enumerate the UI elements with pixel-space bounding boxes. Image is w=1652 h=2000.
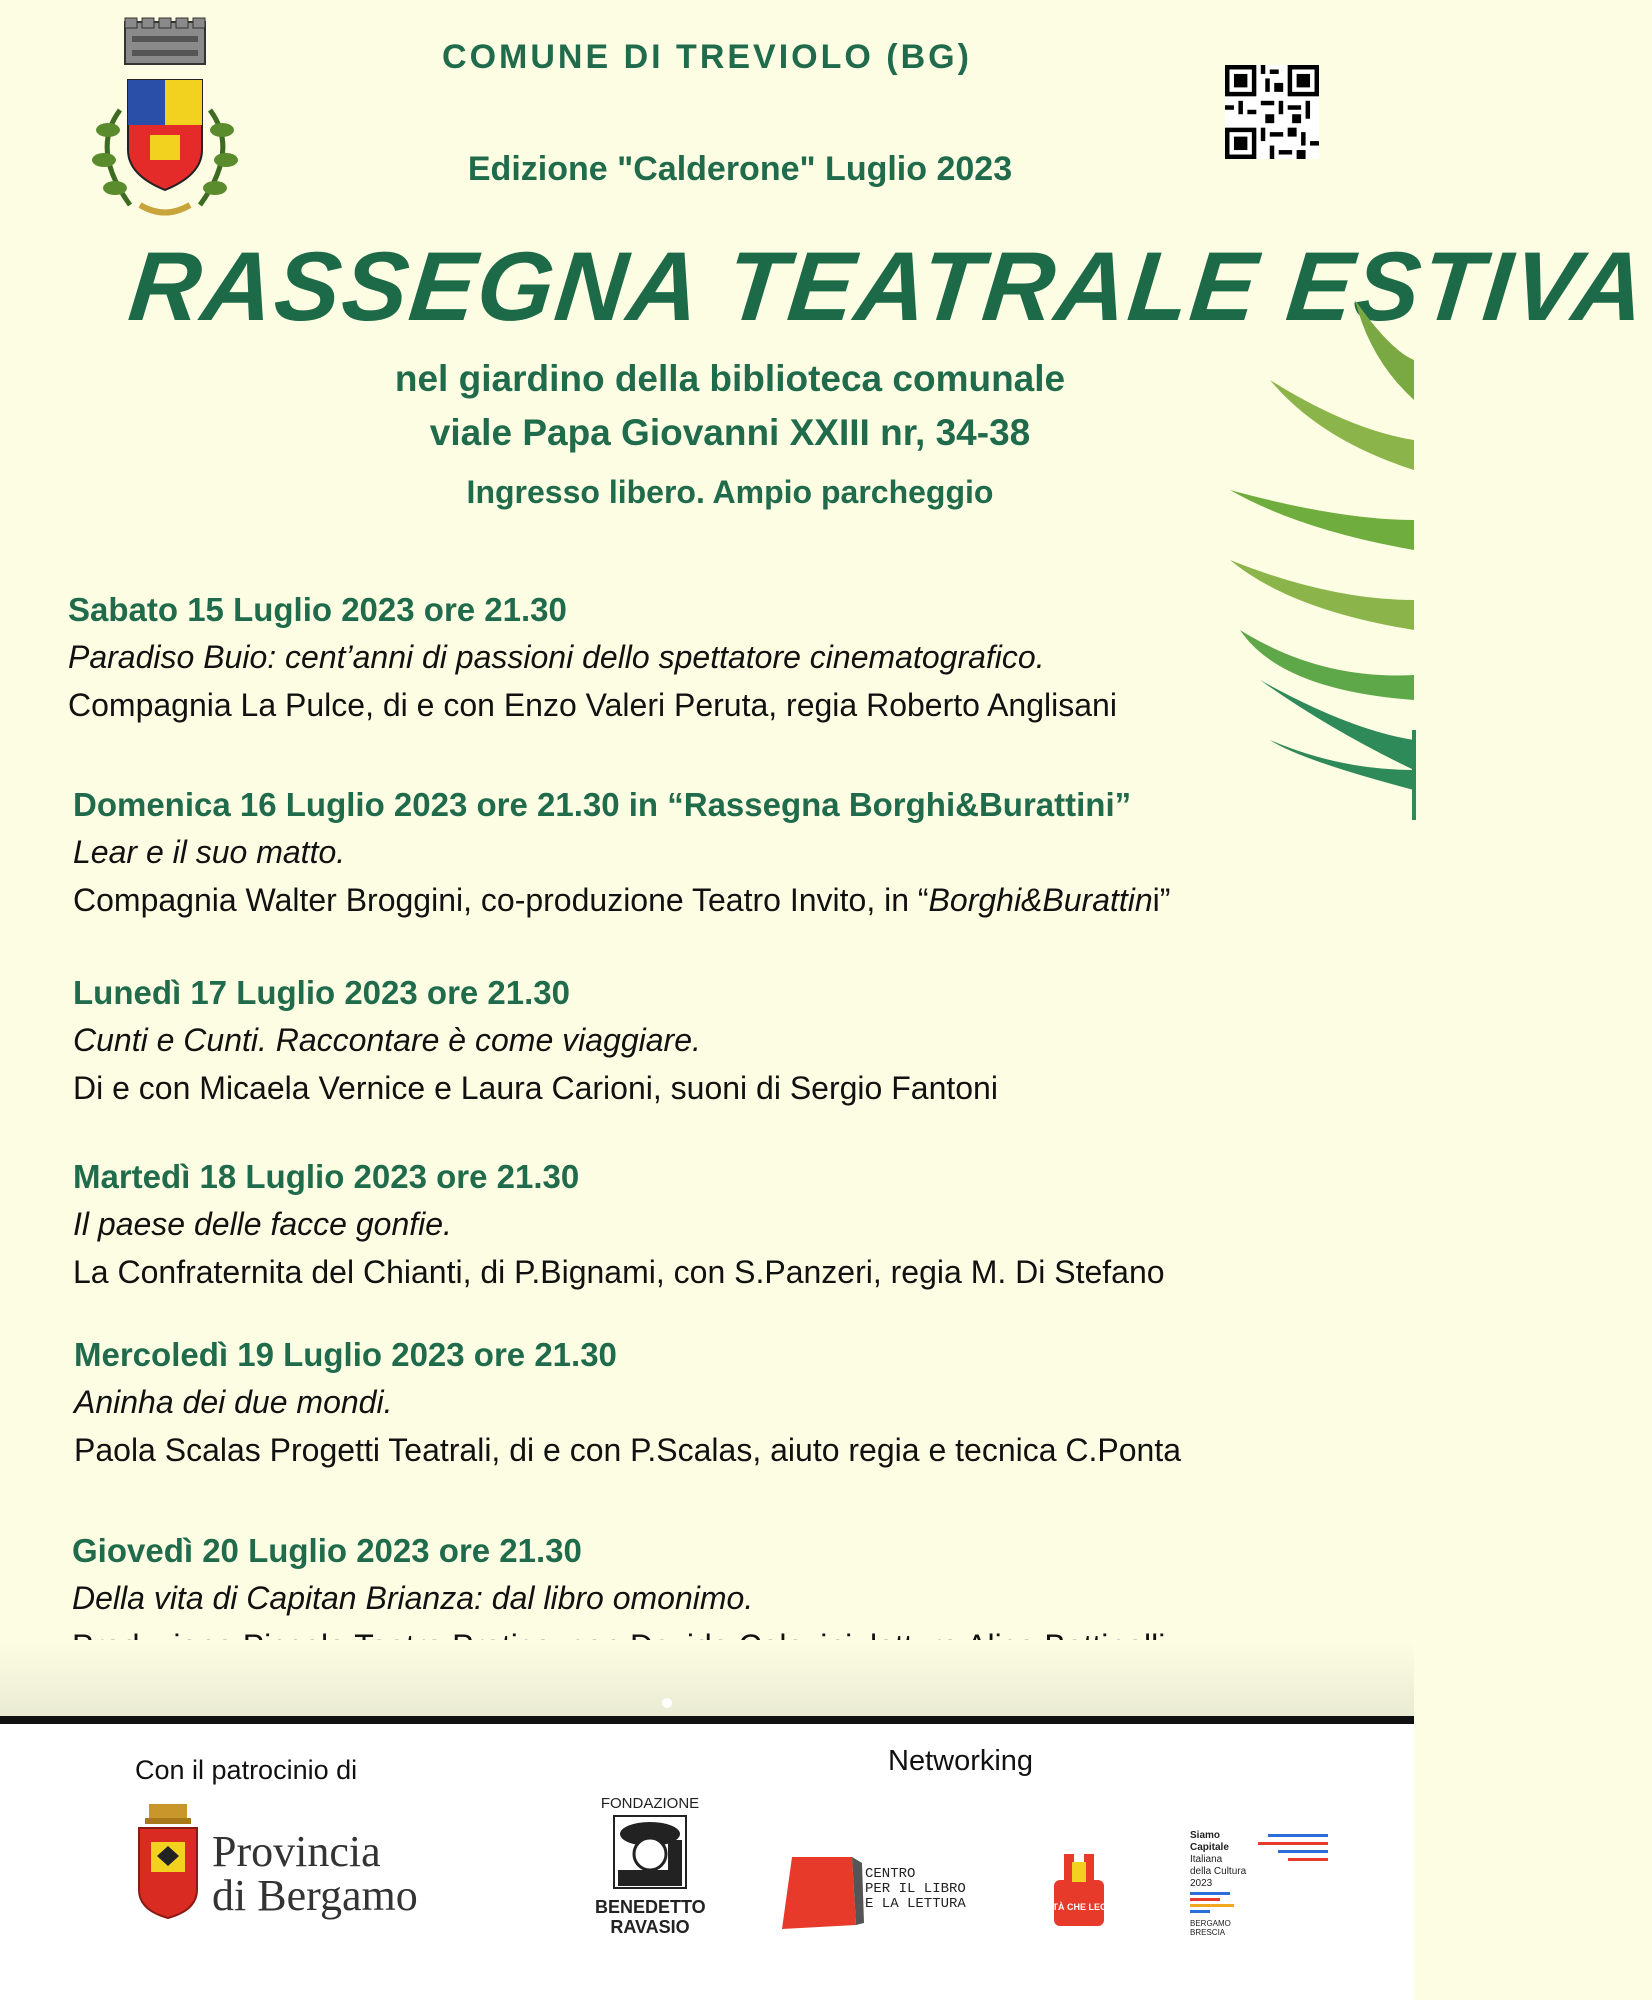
event-credits: Di e con Micaela Vernice e Laura Carioni, suoni di Sergio Fantoni xyxy=(73,1070,998,1106)
capitale-top-stripes-icon xyxy=(1258,1834,1330,1864)
palm-leaves-decoration xyxy=(1180,300,1414,820)
event-date: Sabato 15 Luglio 2023 ore 21.30 xyxy=(68,591,567,628)
provincia-line-1: Provincia xyxy=(212,1827,381,1876)
event-credits: Paola Scalas Progetti Teatrali, di e con P.Scalas, aiuto regia e tecnica C.Ponta xyxy=(74,1432,1182,1468)
event-date: Domenica 16 Luglio 2023 ore 21.30 in “Rassegna Borghi&Burattini” xyxy=(73,786,1132,823)
cepell-line-1: CENTRO xyxy=(865,1866,916,1882)
event-title: Lear e il suo matto. xyxy=(73,834,346,870)
page-indicator-dot[interactable] xyxy=(662,1698,672,1708)
event-item xyxy=(73,782,1373,924)
provincia-bergamo-shield-icon xyxy=(135,1800,201,1920)
capitale-line-3: Italiana xyxy=(1190,1854,1223,1865)
event-item xyxy=(73,1154,1373,1296)
capitale-line-1: Siamo xyxy=(1190,1830,1221,1841)
venue-line-1: nel giardino della biblioteca comunale xyxy=(394,358,1066,399)
event-date: Mercoledì 19 Luglio 2023 ore 21.30 xyxy=(74,1336,617,1373)
citta-label: CITTÀ CHE LEGGE xyxy=(1037,1902,1121,1912)
capitale-city-2: BRESCIA xyxy=(1190,1928,1226,1937)
bottom-fade xyxy=(0,1640,1414,1720)
event-item xyxy=(73,970,1373,1112)
networking-label: Networking xyxy=(888,1745,1034,1777)
citta-che-legge-logo xyxy=(1037,1852,1121,1932)
event-title: Della vita di Capitan Brianza: dal libro omonimo. xyxy=(72,1580,754,1616)
event-credits-italic: Borghi&Burattin xyxy=(928,882,1153,918)
cepell-line-2: PER IL LIBRO xyxy=(865,1881,966,1897)
fondazione-portrait-icon xyxy=(610,1812,690,1892)
event-title: Aninha dei due mondi. xyxy=(74,1384,393,1420)
venue-line-3: Ingresso libero. Ampio parcheggio xyxy=(466,474,994,510)
event-credits: Compagnia La Pulce, di e con Enzo Valeri Peruta, regia Roberto Anglisani xyxy=(68,687,1117,723)
capitale-line-5: 2023 xyxy=(1190,1878,1213,1889)
fondazione-name-1: BENEDETTO xyxy=(595,1897,706,1917)
event-title: Paradiso Buio: cent’anni di passioni dello spettatore cinematografico. xyxy=(68,639,1045,675)
edition-subtitle: Edizione "Calderone" Luglio 2023 xyxy=(467,150,1013,188)
patronage-label: Con il patrocinio di xyxy=(135,1755,358,1785)
cepell-line-3: E LA LETTURA xyxy=(865,1896,966,1912)
event-title: Cunti e Cunti. Raccontare è come viaggiare. xyxy=(73,1022,701,1058)
municipality-heading: COMUNE DI TREVIOLO (BG) xyxy=(442,38,972,76)
event-date: Giovedì 20 Luglio 2023 ore 21.30 xyxy=(72,1532,582,1569)
event-credits-text: Compagnia Walter Broggini, co-produzione Teatro Invito, in “ xyxy=(73,882,929,918)
capitale-city-1: BERGAMO xyxy=(1190,1919,1231,1928)
fondazione-name-2: RAVASIO xyxy=(610,1917,690,1937)
capitale-line-2: Capitale xyxy=(1190,1842,1229,1853)
venue-line-2: viale Papa Giovanni XXIII nr, 34-38 xyxy=(429,412,1031,453)
provincia-bergamo-logo-text xyxy=(212,1827,418,1920)
fondazione-label: FONDAZIONE xyxy=(600,1795,700,1812)
page-title: RASSEGNA TEATRALE ESTIVA xyxy=(124,231,1652,341)
event-credits xyxy=(73,876,1373,924)
capitale-stripes-icon xyxy=(1190,1890,1330,1914)
capitale-line-4: della Cultura xyxy=(1190,1866,1247,1877)
event-item xyxy=(68,587,1368,729)
event-date: Martedì 18 Luglio 2023 ore 21.30 xyxy=(73,1158,580,1195)
event-date: Lunedì 17 Luglio 2023 ore 21.30 xyxy=(73,974,571,1011)
cepell-logo-text xyxy=(865,1867,966,1912)
provincia-line-2: di Bergamo xyxy=(212,1871,418,1920)
qr-code-icon[interactable] xyxy=(1225,65,1319,159)
event-credits-end: i” xyxy=(1152,882,1171,918)
fondazione-ravasio-logo xyxy=(595,1795,705,1945)
event-item xyxy=(74,1332,1374,1474)
event-title: Il paese delle facce gonfie. xyxy=(73,1206,452,1242)
footer-divider xyxy=(0,1716,1414,1724)
event-credits: La Confraternita del Chianti, di P.Bignami, con S.Panzeri, regia M. Di Stefano xyxy=(73,1254,1165,1290)
